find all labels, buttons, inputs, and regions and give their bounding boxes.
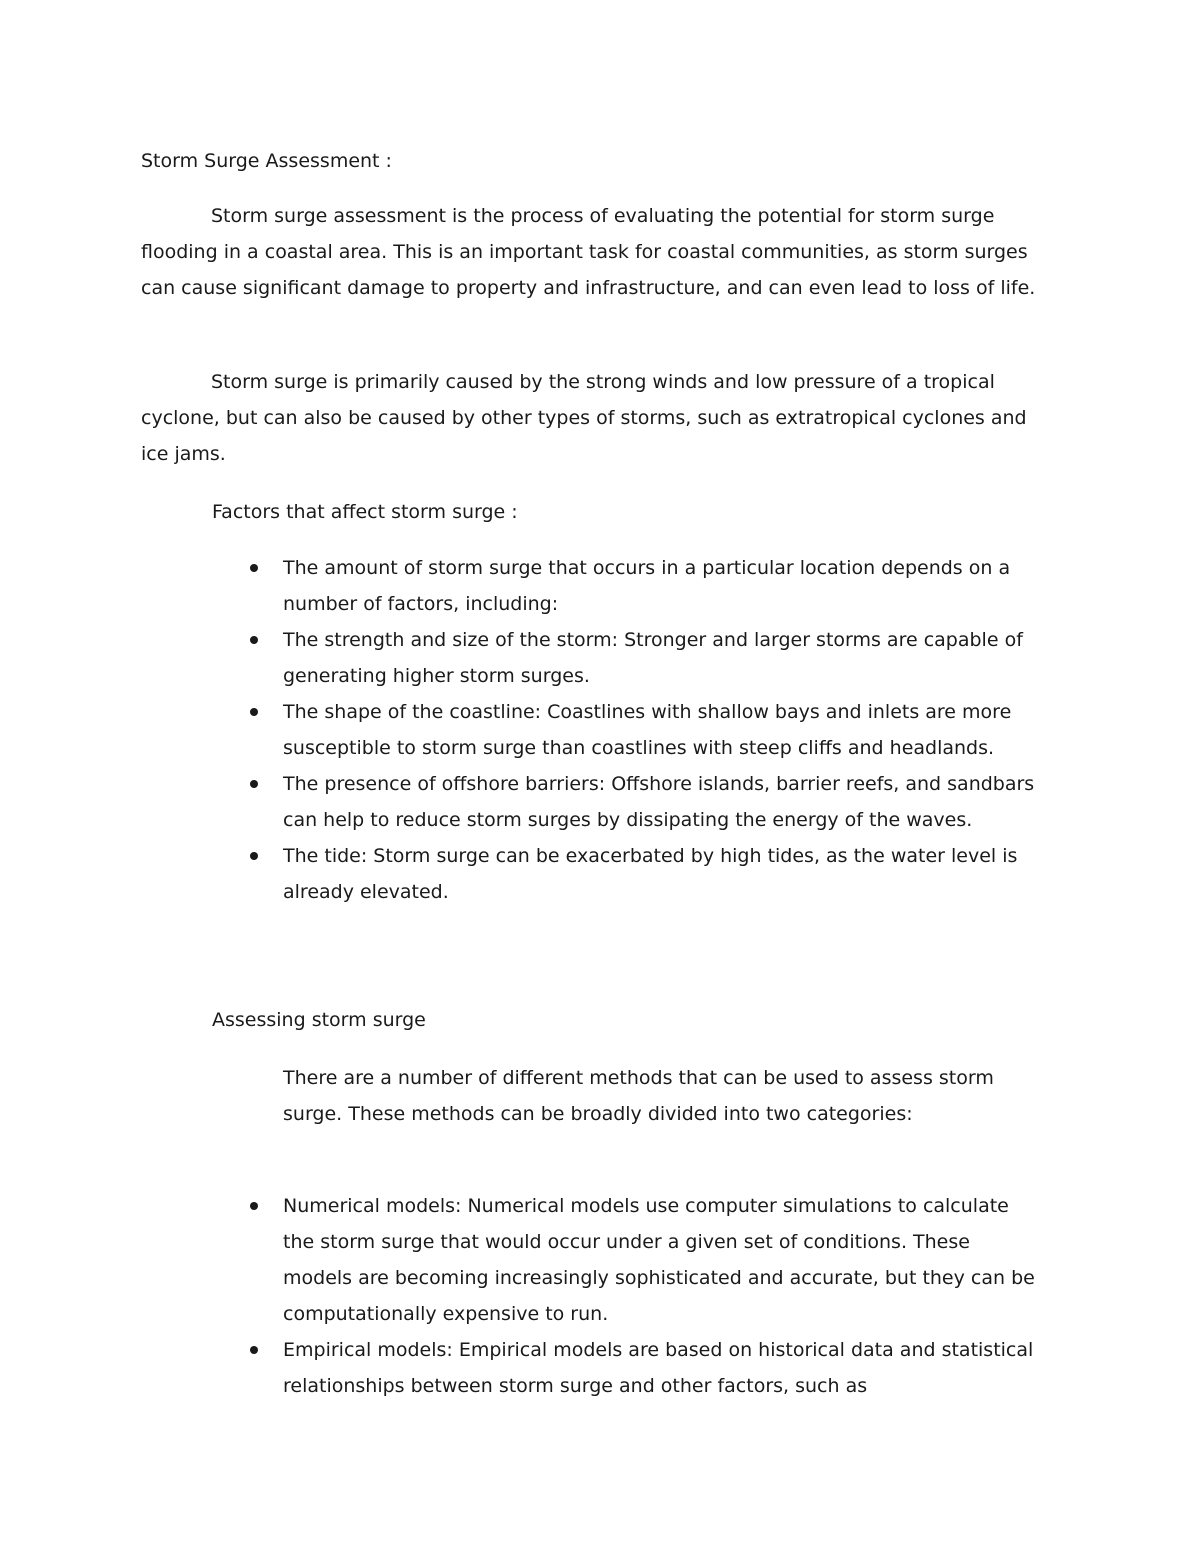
assessing-heading: Assessing storm surge bbox=[212, 1009, 426, 1031]
list-item bbox=[0, 550, 1043, 622]
list-item-text: The shape of the coastline: Coastlines with shallow bays and inlets are more susceptible to storm surge than coastlines with steep cliffs and headlands. bbox=[283, 701, 1012, 759]
list-item-text: The presence of offshore barriers: Offshore islands, barrier reefs, and sandbars can help to reduce storm surges by dissipating the energy of the waves. bbox=[283, 773, 1035, 831]
methods-list bbox=[0, 1188, 1200, 1404]
cause-paragraph: Storm surge is primarily caused by the strong winds and low pressure of a tropical cyclone, but can also be caused by other types of storms, such as extratropical cyclones and ice jams. bbox=[141, 371, 1027, 465]
list-item bbox=[0, 838, 1043, 910]
list-item-text: The amount of storm surge that occurs in a particular location depends on a number of factors, including: bbox=[283, 557, 1011, 615]
factors-heading: Factors that affect storm surge : bbox=[212, 501, 518, 523]
bullet-icon bbox=[250, 1202, 258, 1210]
bullet-icon bbox=[250, 564, 258, 572]
bullet-icon bbox=[250, 852, 258, 860]
list-item-text: The tide: Storm surge can be exacerbated by high tides, as the water level is already elevated. bbox=[283, 845, 1018, 903]
list-item-text: Empirical models: Empirical models are based on historical data and statistical relationships between storm surge and other factors, such as bbox=[283, 1339, 1034, 1397]
intro-paragraph: Storm surge assessment is the process of evaluating the potential for storm surge flooding in a coastal area. This is an important task for coastal communities, as storm surges can cause significant damage to property and infrastructure, and can even lead to loss of life. bbox=[141, 205, 1036, 299]
list-item-text: Numerical models: Numerical models use computer simulations to calculate the storm surge that would occur under a given set of conditions. These models are becoming increasingly sophisticated and accurate, but they can be computationally expensive to run. bbox=[283, 1195, 1035, 1325]
list-item bbox=[0, 1188, 1043, 1332]
list-item bbox=[0, 694, 1043, 766]
list-item bbox=[0, 622, 1043, 694]
bullet-icon bbox=[250, 780, 258, 788]
assessing-intro: There are a number of different methods that can be used to assess storm surge. These methods can be broadly divided into two categories: bbox=[283, 1067, 994, 1125]
bullet-icon bbox=[250, 636, 258, 644]
list-item-text: The strength and size of the storm: Stronger and larger storms are capable of generating higher storm surges. bbox=[283, 629, 1023, 687]
list-item bbox=[0, 1332, 1043, 1404]
bullet-icon bbox=[250, 708, 258, 716]
document-title: Storm Surge Assessment : bbox=[141, 150, 392, 172]
bullet-icon bbox=[250, 1346, 258, 1354]
list-item bbox=[0, 766, 1043, 838]
factors-list bbox=[0, 550, 1200, 910]
